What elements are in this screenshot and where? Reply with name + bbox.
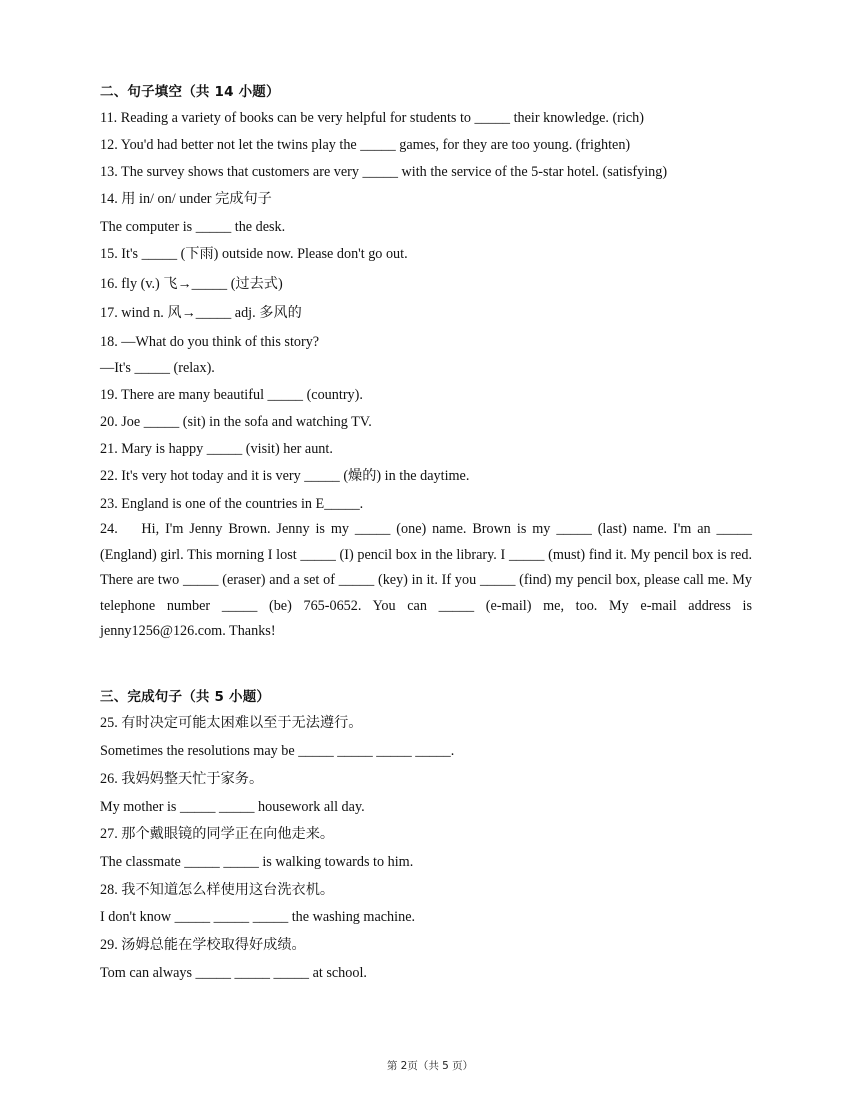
question-29: 29. 汤姆总能在学校取得好成绩。: [100, 937, 306, 953]
question-11: 11. Reading a variety of books can be very helpful for students to _____ their knowledge. (rich): [100, 110, 644, 126]
question-25: 25. 有时决定可能太困难以至于无法遵行。: [100, 715, 363, 731]
question-15: 15. It's _____ (下雨) outside now. Please don't go out.: [100, 246, 408, 262]
question-18: 18. —What do you think of this story?: [100, 334, 320, 350]
question-19: 19. There are many beautiful _____ (country).: [100, 387, 363, 403]
question-23: 23. England is one of the countries in E_____.: [100, 496, 364, 512]
question-14-sentence: The computer is _____ the desk.: [100, 219, 286, 235]
page-footer: 第 2页（共 5 页）: [386, 1060, 474, 1072]
question-22: 22. It's very hot today and it is very _____ (燥的) in the daytime.: [100, 468, 470, 484]
question-28: 28. 我不知道怎么样使用这台洗衣机。: [100, 882, 335, 898]
question-25-sentence: Sometimes the resolutions may be _____ _____ _____ _____.: [100, 743, 455, 759]
question-12: 12. You'd had better not let the twins play the _____ games, for they are too young. (frighten): [100, 137, 631, 153]
question-13: 13. The survey shows that customers are very _____ with the service of the 5-star hotel. (satisfying): [100, 164, 668, 180]
question-16: 16. fly (v.) 飞→_____ (过去式): [100, 276, 283, 292]
question-29-sentence: Tom can always _____ _____ _____ at school.: [100, 965, 367, 981]
question-17: 17. wind n. 风→_____ adj. 多风的: [100, 305, 302, 321]
section-3-title: 三、完成句子（共 5 小题）: [100, 689, 271, 705]
question-21: 21. Mary is happy _____ (visit) her aunt.: [100, 441, 333, 457]
section-2-title: 二、句子填空（共 14 小题）: [100, 84, 280, 100]
question-24-passage: 24. Hi, I'm Jenny Brown. Jenny is my _____ (one) name. Brown is my _____ (last) name. I'm an _____ (England) girl. This morning I lost _____ (I) pencil box in the library. I _____ (must) find it. My pencil box is red. There are two _____ (eraser) and a set of _____ (key) in it. If you _____ (find) my pencil box, please call me. My telephone number _____ (be) 765-0652. You can _____ (e-mail) me, too. My e-mail address is jenny1256@126.com. Thanks!: [100, 521, 752, 639]
question-14: 14. 用 in/ on/ under 完成句子: [100, 191, 272, 207]
question-28-sentence: I don't know _____ _____ _____ the washing machine.: [100, 909, 416, 925]
question-27-sentence: The classmate _____ _____ is walking towards to him.: [100, 854, 414, 870]
question-26: 26. 我妈妈整天忙于家务。: [100, 771, 264, 787]
question-26-sentence: My mother is _____ _____ housework all day.: [100, 799, 365, 815]
question-27: 27. 那个戴眼镜的同学正在向他走来。: [100, 826, 335, 842]
question-18-answer: —It's _____ (relax).: [100, 360, 215, 376]
question-20: 20. Joe _____ (sit) in the sofa and watching TV.: [100, 414, 372, 430]
